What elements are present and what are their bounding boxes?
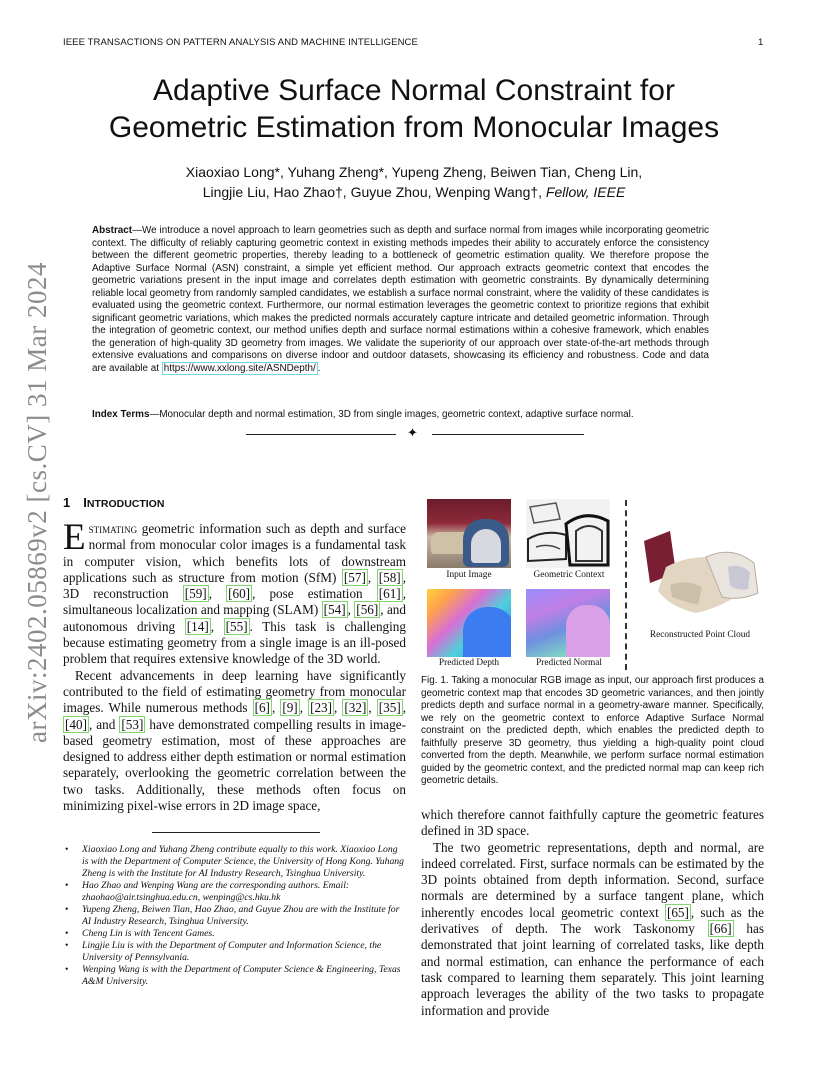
citation-link[interactable]: [32] bbox=[344, 700, 367, 716]
intro-text: , bbox=[367, 569, 377, 585]
section-number: 1 bbox=[63, 495, 71, 510]
citation-link[interactable]: [58] bbox=[378, 569, 401, 585]
paper-title bbox=[60, 72, 768, 146]
citation-link[interactable]: [35] bbox=[378, 700, 401, 716]
intro-text: , bbox=[402, 700, 407, 716]
citation-link[interactable]: [65] bbox=[666, 904, 689, 920]
citation-link[interactable]: [60] bbox=[228, 586, 251, 602]
intro-text: , bbox=[368, 700, 377, 716]
footnote-rule bbox=[152, 832, 320, 833]
intro-text: , bbox=[334, 700, 343, 716]
citation-link[interactable]: [54] bbox=[323, 602, 346, 618]
depth-chair-shape bbox=[463, 607, 511, 657]
separator-line-right bbox=[432, 434, 584, 435]
intro-text: , and autonomous driving bbox=[63, 602, 406, 634]
index-terms-text: —Monocular depth and normal estimation, 3D from single images, geometric context, adaptive surface normal. bbox=[149, 409, 634, 420]
running-head: IEEE TRANSACTIONS ON PATTERN ANALYSIS AND MACHINE INTELLIGENCE bbox=[63, 37, 418, 48]
title-line-1: Adaptive Surface Normal Constraint for bbox=[153, 74, 675, 107]
right-text: , such as the derivatives of depth. The work Taskonomy bbox=[421, 904, 764, 937]
citation-link[interactable]: [23] bbox=[310, 700, 333, 716]
right-paragraph-2 bbox=[421, 840, 764, 1019]
intro-text: , bbox=[299, 700, 309, 716]
section-title-first: I bbox=[83, 495, 87, 510]
normal-chair-shape bbox=[566, 605, 610, 657]
index-terms bbox=[92, 409, 732, 422]
intro-paragraph-1 bbox=[63, 517, 406, 668]
intro-text: . This task is challenging because estimating geometry from a single image is an ill-posed problem that requires extensive knowledge of the 3D world. bbox=[63, 618, 406, 667]
footnote-item: • Yupeng Zheng, Beiwen Tian, Hao Zhao, and Guyue Zhou are with the Institute for AI Industry Research, Tsinghua University. bbox=[63, 904, 406, 928]
abstract-label: Abstract bbox=[92, 225, 133, 236]
abstract bbox=[92, 225, 709, 375]
right-text: has demonstrated that joint learning of correlated tasks, like depth and normal estimation, can enhance the performance of each task compared to learning them separately. This joint learning approach leverages the ability of the two tasks to propagate information and provide bbox=[421, 921, 764, 1018]
geometric-context-sketch bbox=[526, 499, 610, 568]
title-line-2: Geometric Estimation from Monocular Images bbox=[108, 111, 720, 144]
caption-geometric-context: Geometric Context bbox=[533, 570, 605, 580]
intro-text: , bbox=[210, 618, 224, 634]
citation-link[interactable]: [56] bbox=[356, 602, 379, 618]
citation-link[interactable]: [57] bbox=[343, 569, 366, 585]
citation-link[interactable]: [53] bbox=[121, 716, 144, 732]
footnotes bbox=[63, 844, 406, 989]
footnote-item: • Lingjie Liu is with the Department of Computer and Information Science, the University of Pennsylvania. bbox=[63, 940, 406, 964]
intro-text: have demonstrated compelling results in image-based geometry estimation, most of these approaches are designed to address either depth estimation or normal estimation separately, overlooking the geometric correlation between the two tasks. Additionally, these methods often focus on minimizing pixel-wise errors in 2D image space, bbox=[63, 716, 406, 814]
intro-paragraph-2 bbox=[63, 668, 406, 815]
right-text: The two geometric representations, depth and normal, are indeed correlated. First, surface normals can be estimated by the 3D points obtained from depth information. Second, surface normals are determined by a surface tangent plane, which inherently encodes local geometric context bbox=[421, 839, 764, 920]
section-separator bbox=[246, 425, 584, 440]
fellow-title: Fellow, IEEE bbox=[545, 184, 626, 200]
intro-text: , 3D reconstruction bbox=[63, 569, 406, 602]
abstract-end: . bbox=[317, 362, 321, 374]
authors-line-2: Lingjie Liu, Hao Zhao†, Guyue Zhou, Wenping Wang†, bbox=[202, 184, 546, 200]
intro-text: , bbox=[208, 586, 227, 602]
citation-link[interactable]: [40] bbox=[65, 716, 87, 732]
separator-star-icon: ✦ bbox=[407, 425, 418, 440]
caption-point-cloud: Reconstructed Point Cloud bbox=[649, 630, 751, 640]
citation-link[interactable]: [14] bbox=[186, 618, 209, 634]
arxiv-stamp-text: arXiv:2402.05869v2 [cs.CV] 31 Mar 2024 bbox=[21, 262, 52, 743]
authors-line-1: Xiaoxiao Long*, Yuhang Zheng*, Yupeng Zheng, Beiwen Tian, Cheng Lin, bbox=[185, 164, 643, 180]
intro-smallcaps: stimating bbox=[88, 521, 138, 536]
geometric-context-panel bbox=[526, 499, 610, 568]
footnote-item: • Xiaoxiao Long and Yuhang Zheng contribute equally to this work. Xiaoxiao Long is with the Department of Computer Science, the University of Hong Kong. Yuhang Zheng is with the Institute for AI Industry Research, Tsinghua University. bbox=[63, 844, 406, 879]
caption-input-image: Input Image bbox=[446, 570, 492, 580]
point-cloud-render bbox=[636, 527, 766, 627]
section-title-rest: NTRODUCTION bbox=[86, 498, 165, 510]
right-column bbox=[421, 807, 764, 1019]
page-number: 1 bbox=[758, 37, 764, 48]
intro-text: , bbox=[271, 700, 281, 716]
section-heading bbox=[63, 495, 164, 510]
right-paragraph-1: which therefore cannot faithfully capture the geometric features defined in 3D space. bbox=[421, 807, 764, 839]
footnote-item: • Cheng Lin is with Tencent Games. bbox=[63, 928, 406, 940]
citation-link[interactable]: [61] bbox=[378, 586, 401, 602]
input-image-panel bbox=[427, 499, 511, 568]
citation-link[interactable]: [6] bbox=[254, 700, 270, 716]
point-cloud-panel bbox=[636, 527, 766, 627]
intro-text: , pose estimation bbox=[252, 586, 377, 602]
code-url-link[interactable]: https://www.xxlong.site/ASNDepth/ bbox=[163, 362, 316, 374]
arxiv-stamp[interactable] bbox=[21, 262, 52, 743]
footnote-item: • Wenping Wang is with the Department of Computer Science & Engineering, Texas A&M University. bbox=[63, 964, 406, 988]
figure-caption: Fig. 1. Taking a monocular RGB image as input, our approach first produces a geometric context map that encodes 3D geometric variances, and then jointly predicts depth and surface normal in a geometry-aware manner. Specifically, we rely on the geometric context to enforce Adaptive Surface Normal constraint on the predicted depth, which enables the predicted depth to faithfully preserve 3D geometry, thus yielding a high-quality point cloud converted from the depth. Meanwhile, we perform surface normal estimation guided by the geometric context, and the predicted normal map can keep rich geometric details. bbox=[421, 675, 764, 786]
caption-predicted-normal: Predicted Normal bbox=[536, 658, 602, 668]
intro-text: , simultaneous localization and mapping (SLAM) bbox=[63, 586, 406, 618]
separator-line-left bbox=[246, 434, 396, 435]
citation-link[interactable]: [59] bbox=[184, 586, 207, 602]
intro-text: geometric information such as depth and surface normal from monocular color images is a fundamental task in computer vision, which benefits lots of downstream applications such as structure from motion (SfM) bbox=[63, 521, 406, 585]
drop-cap: E bbox=[63, 517, 86, 558]
seat-shape bbox=[471, 529, 501, 563]
caption-predicted-depth: Predicted Depth bbox=[438, 658, 500, 668]
intro-text: , and bbox=[88, 716, 120, 732]
footnote-item: • Hao Zhao and Wenping Wang are the corresponding authors. Email: zhaohao@air.tsinghua.edu.cn, wenping@cs.hku.hk bbox=[63, 880, 406, 904]
index-terms-label: Index Terms bbox=[92, 409, 150, 420]
intro-text: Recent advancements in deep learning have significantly contributed to the field of estimating geometry from monocular images. While numerous methods bbox=[63, 667, 406, 716]
intro-column bbox=[63, 517, 407, 814]
citation-link[interactable]: [55] bbox=[225, 618, 248, 634]
author-list bbox=[60, 162, 768, 202]
figure-dashed-divider bbox=[625, 500, 627, 670]
abstract-text: —We introduce a novel approach to learn geometries such as depth and surface normal from images while incorporating geometric context. The difficulty of reliably capturing geometric context in existing methods impedes their ability to accurately enforce the consistency between the different geometric properties, thereby leading to a bottleneck of geometric estimation quality. We therefore propose the Adaptive Surface Normal (ASN) constraint, a simple yet efficient method. Our approach extracts geometric context that encodes the geometric variations present in the input image and correlates depth estimation with geometric constraints. By dynamically determining reliable local geometry from randomly sampled candidates, we establish a surface normal constraint, where the validity of these candidates is evaluated using the geometric context. Furthermore, our normal estimation leverages the geometric context to prioritize regions that exhibit significant geometric variations, which makes the predicted normals accurately capture intricate and detailed geometric information. Through the integration of geometric context, our method unifies depth and surface normal estimations within a cohesive framework, which enables the generation of high-quality 3D geometry from images. We validate the superiority of our approach over state-of-the-art methods through extensive evaluations and comparisons on diverse indoor and outdoor datasets, showcasing its efficiency and robustness. Code and data are available at bbox=[92, 225, 709, 374]
predicted-depth-panel bbox=[427, 589, 511, 657]
intro-text: , bbox=[347, 602, 355, 618]
citation-link[interactable]: [9] bbox=[282, 700, 298, 716]
citation-link[interactable]: [66] bbox=[709, 921, 732, 937]
predicted-normal-panel bbox=[526, 589, 610, 657]
